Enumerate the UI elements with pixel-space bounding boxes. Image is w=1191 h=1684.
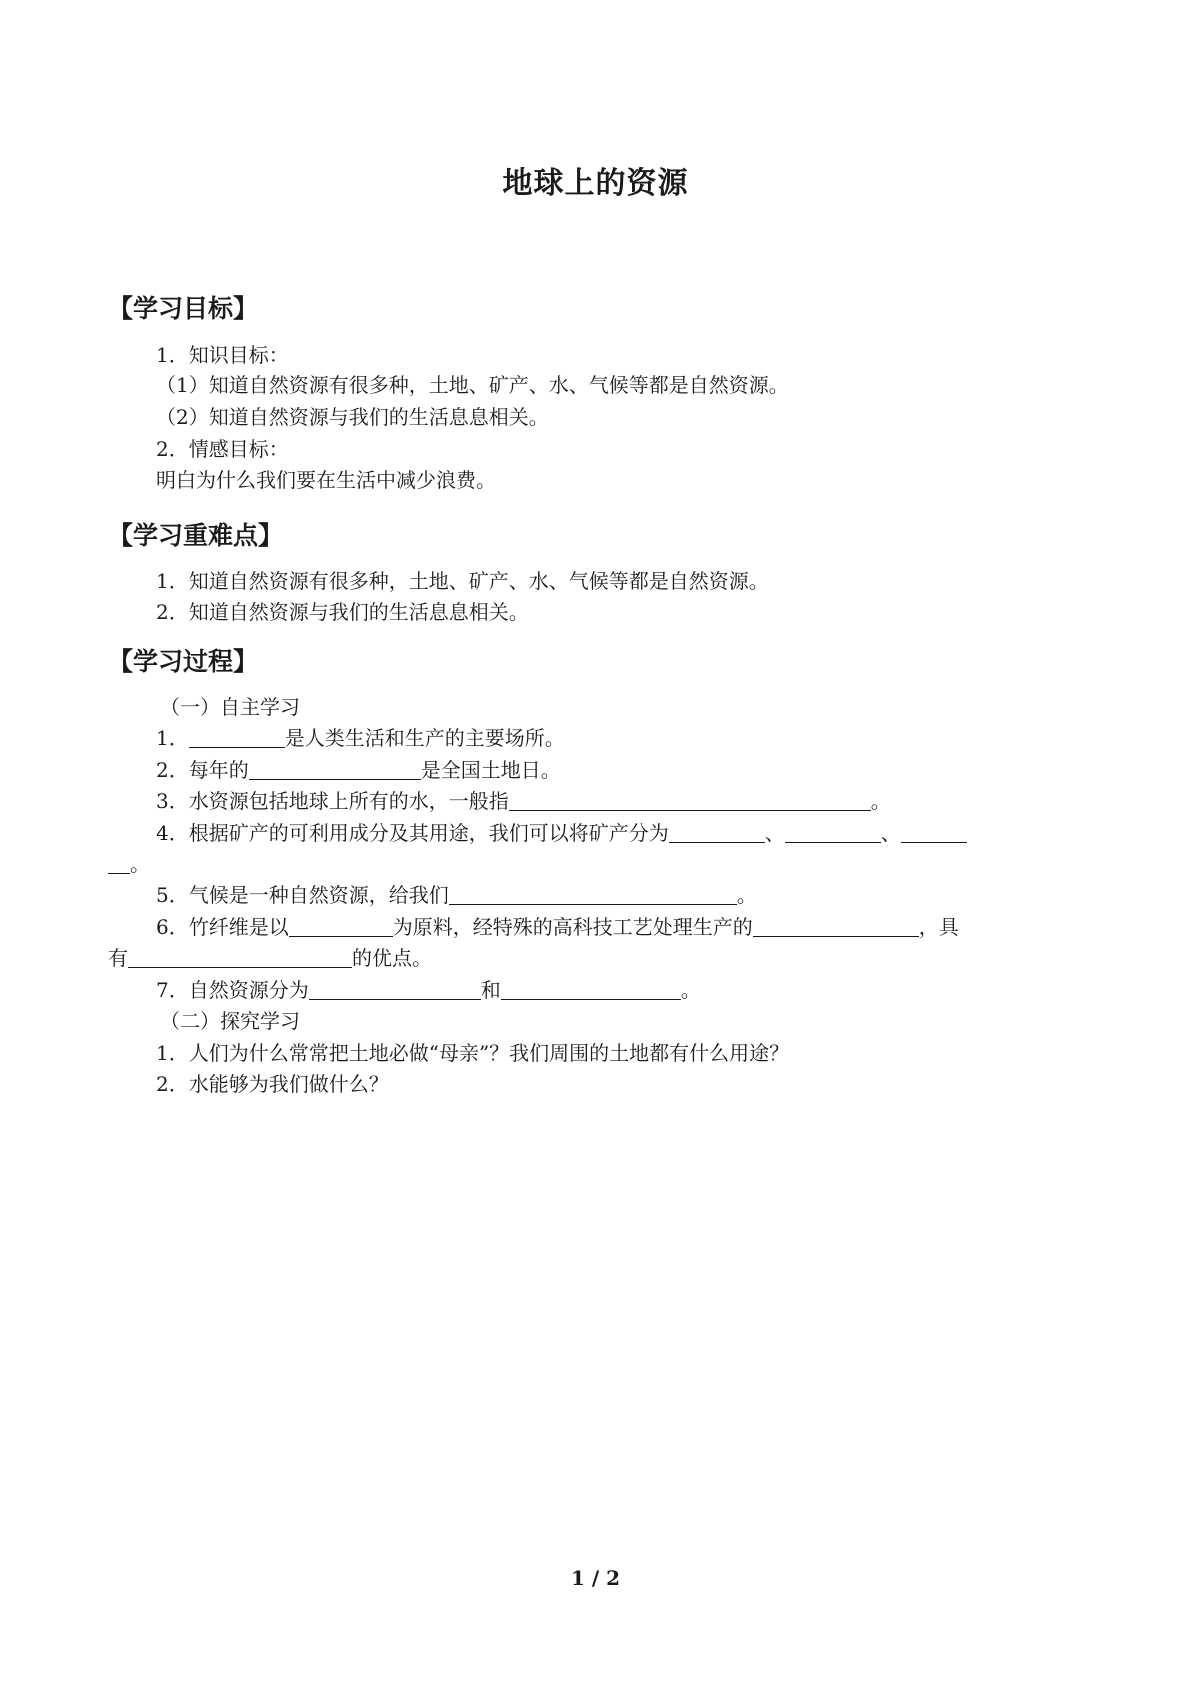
question-5-text: 5．气候是一种自然资源，给我们 — [156, 883, 449, 907]
question-4-tail: 。 — [130, 852, 150, 876]
blank-input[interactable] — [509, 788, 871, 811]
goal-line-1: 1．知识目标： — [156, 343, 289, 367]
goal-line-4: 2．情感目标： — [156, 437, 289, 461]
question-7-mid: 和 — [480, 978, 501, 1002]
question-5-tail: 。 — [736, 883, 757, 907]
goal-line-5: 明白为什么我们要在生活中减少浪费。 — [156, 468, 496, 492]
question-4 — [156, 818, 967, 848]
question-6-tail: ，具 — [918, 915, 959, 939]
question-3-tail: 。 — [870, 789, 891, 813]
self-study-label: （一）自主学习 — [160, 695, 300, 719]
question-4-sep-2: 、 — [880, 821, 901, 845]
blank-input[interactable] — [901, 820, 967, 843]
section-heading-process: 【学习过程】 — [108, 647, 259, 676]
question-4-sep-1: 、 — [764, 821, 785, 845]
question-3 — [156, 786, 891, 816]
key-point-line-2: 2．知道自然资源与我们的生活息息相关。 — [156, 600, 529, 624]
question-1-number: 1． — [156, 726, 189, 750]
blank-input[interactable] — [669, 820, 765, 843]
question-6 — [156, 912, 959, 942]
question-6-continuation — [108, 943, 432, 973]
question-4-text: 4．根据矿产的可利用成分及其用途，我们可以将矿产分为 — [156, 821, 669, 845]
explore-question-1: 1．人们为什么常常把土地必做“母亲”？我们周围的土地都有什么用途？ — [156, 1041, 790, 1065]
question-5 — [156, 880, 757, 910]
goal-line-2: （1）知道自然资源有很多种，土地、矿产、水、气候等都是自然资源。 — [156, 373, 789, 397]
blank-input[interactable] — [128, 945, 352, 968]
page-number: 1 / 2 — [570, 1566, 621, 1590]
blank-input[interactable] — [108, 851, 130, 874]
explore-label: （二）探究学习 — [160, 1009, 300, 1033]
question-2-tail: 是全国土地日。 — [420, 758, 561, 782]
question-4-continuation — [108, 849, 150, 879]
question-6-line2-tail: 的优点。 — [352, 946, 432, 970]
question-6-line2-text: 有 — [108, 946, 128, 970]
document-title: 地球上的资源 — [502, 166, 689, 201]
question-7-tail: 。 — [680, 978, 701, 1002]
blank-input[interactable] — [753, 914, 919, 937]
blank-input[interactable] — [249, 757, 421, 780]
question-3-text: 3．水资源包括地球上所有的水，一般指 — [156, 789, 509, 813]
blank-input[interactable] — [785, 820, 881, 843]
explore-question-2: 2．水能够为我们做什么？ — [156, 1072, 389, 1096]
blank-input[interactable] — [289, 914, 393, 937]
blank-input[interactable] — [189, 725, 285, 748]
question-2 — [156, 755, 561, 785]
question-2-text: 2．每年的 — [156, 758, 249, 782]
question-1-text: 是人类生活和生产的主要场所。 — [284, 726, 565, 750]
section-heading-goals: 【学习目标】 — [108, 294, 259, 323]
goal-line-3: （2）知道自然资源与我们的生活息息相关。 — [156, 405, 549, 429]
question-6-text: 6．竹纤维是以 — [156, 915, 289, 939]
question-7 — [156, 975, 701, 1005]
question-6-mid: 为原料，经特殊的高科技工艺处理生产的 — [392, 915, 753, 939]
question-1 — [156, 723, 565, 753]
section-heading-key-points: 【学习重难点】 — [108, 521, 284, 550]
key-point-line-1: 1．知道自然资源有很多种，土地、矿产、水、气候等都是自然资源。 — [156, 569, 769, 593]
blank-input[interactable] — [309, 977, 481, 1000]
blank-input[interactable] — [449, 882, 737, 905]
blank-input[interactable] — [501, 977, 681, 1000]
question-7-text: 7．自然资源分为 — [156, 978, 309, 1002]
